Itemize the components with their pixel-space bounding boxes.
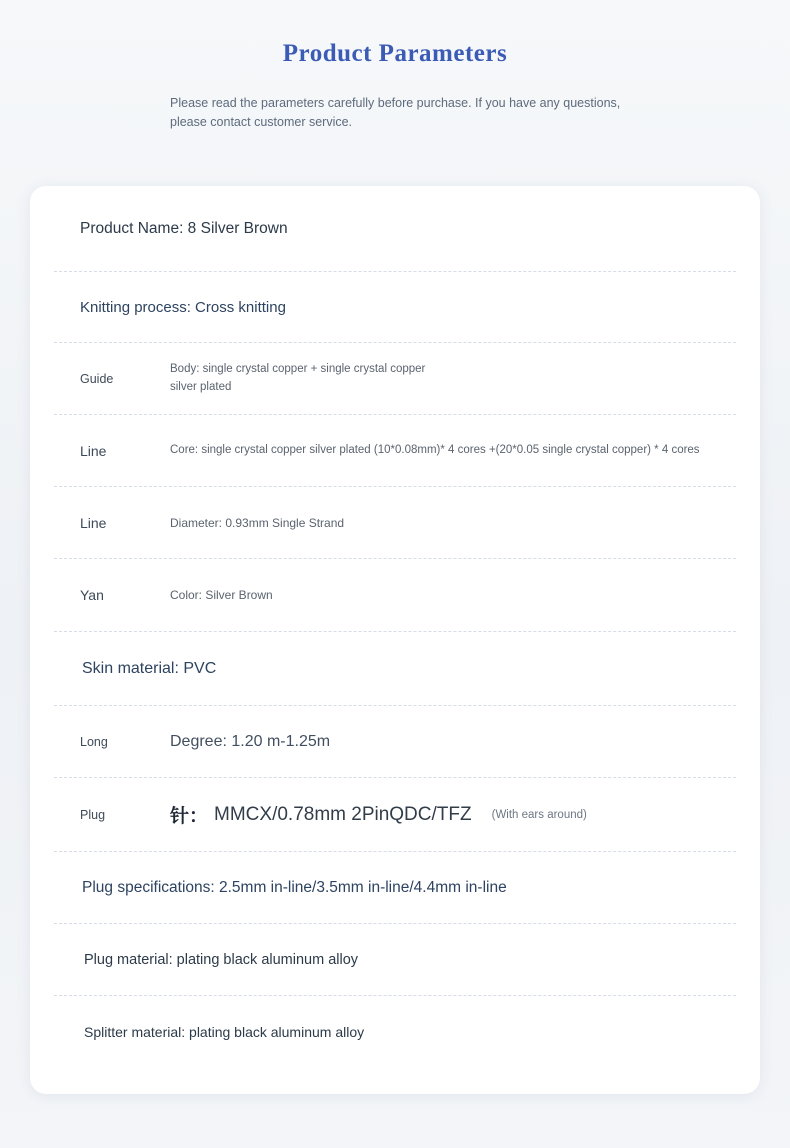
table-row: [54, 852, 736, 924]
table-row: [54, 343, 736, 415]
line-diameter-value: Diameter: 0.93mm Single Strand: [170, 515, 345, 530]
length-label: Long: [80, 734, 108, 749]
color-label: Yan: [80, 587, 104, 603]
table-row: [54, 632, 736, 706]
color-value: Color: Silver Brown: [170, 588, 273, 602]
line-core-label: Line: [80, 442, 107, 459]
line-core-value: Core: single crystal copper silver plated (10*0.08mm)* 4 cores +(20*0.05 single crystal copper) * 4 cores: [170, 443, 700, 456]
parameters-card: [30, 186, 760, 1094]
plug-material-value: Plug material: plating black aluminum alloy: [84, 951, 359, 968]
parameters-list: [30, 186, 760, 1068]
table-row: [54, 996, 736, 1068]
splitter-material-value: Splitter material: plating black aluminum alloy: [84, 1024, 365, 1040]
table-row: [54, 706, 736, 778]
table-row: [54, 272, 736, 343]
guide-label: Guide: [80, 371, 114, 386]
plug-value: MMCX/0.78mm 2PinQDC/TFZ: [214, 803, 472, 825]
plug-value-cn: 针：: [170, 805, 209, 827]
skin-material-value: Skin material: PVC: [82, 659, 217, 677]
table-row: [54, 186, 736, 272]
guide-value: Body: single crystal copper + single crystal copper silver plated: [170, 363, 426, 393]
table-row: [54, 487, 736, 559]
length-value: Degree: 1.20 m-1.25m: [170, 732, 331, 750]
page-header: [0, 0, 790, 133]
table-row: [54, 559, 736, 632]
plug-note: (With ears around): [491, 808, 587, 821]
page-subtitle: Please read the parameters carefully before purchase. If you have any questions, please contact customer service.: [170, 96, 621, 130]
plug-specifications-value: Plug specifications: 2.5mm in-line/3.5mm in-line/4.4mm in-line: [82, 878, 507, 896]
table-row: [54, 778, 736, 852]
plug-label: Plug: [80, 807, 106, 822]
knitting-process-value: Knitting process: Cross knitting: [80, 298, 286, 316]
product-name-value: Product Name: 8 Silver Brown: [80, 219, 288, 237]
table-row: [54, 415, 736, 487]
page-title: Product Parameters: [282, 40, 508, 67]
table-row: [54, 924, 736, 996]
line-diameter-label: Line: [80, 514, 107, 531]
